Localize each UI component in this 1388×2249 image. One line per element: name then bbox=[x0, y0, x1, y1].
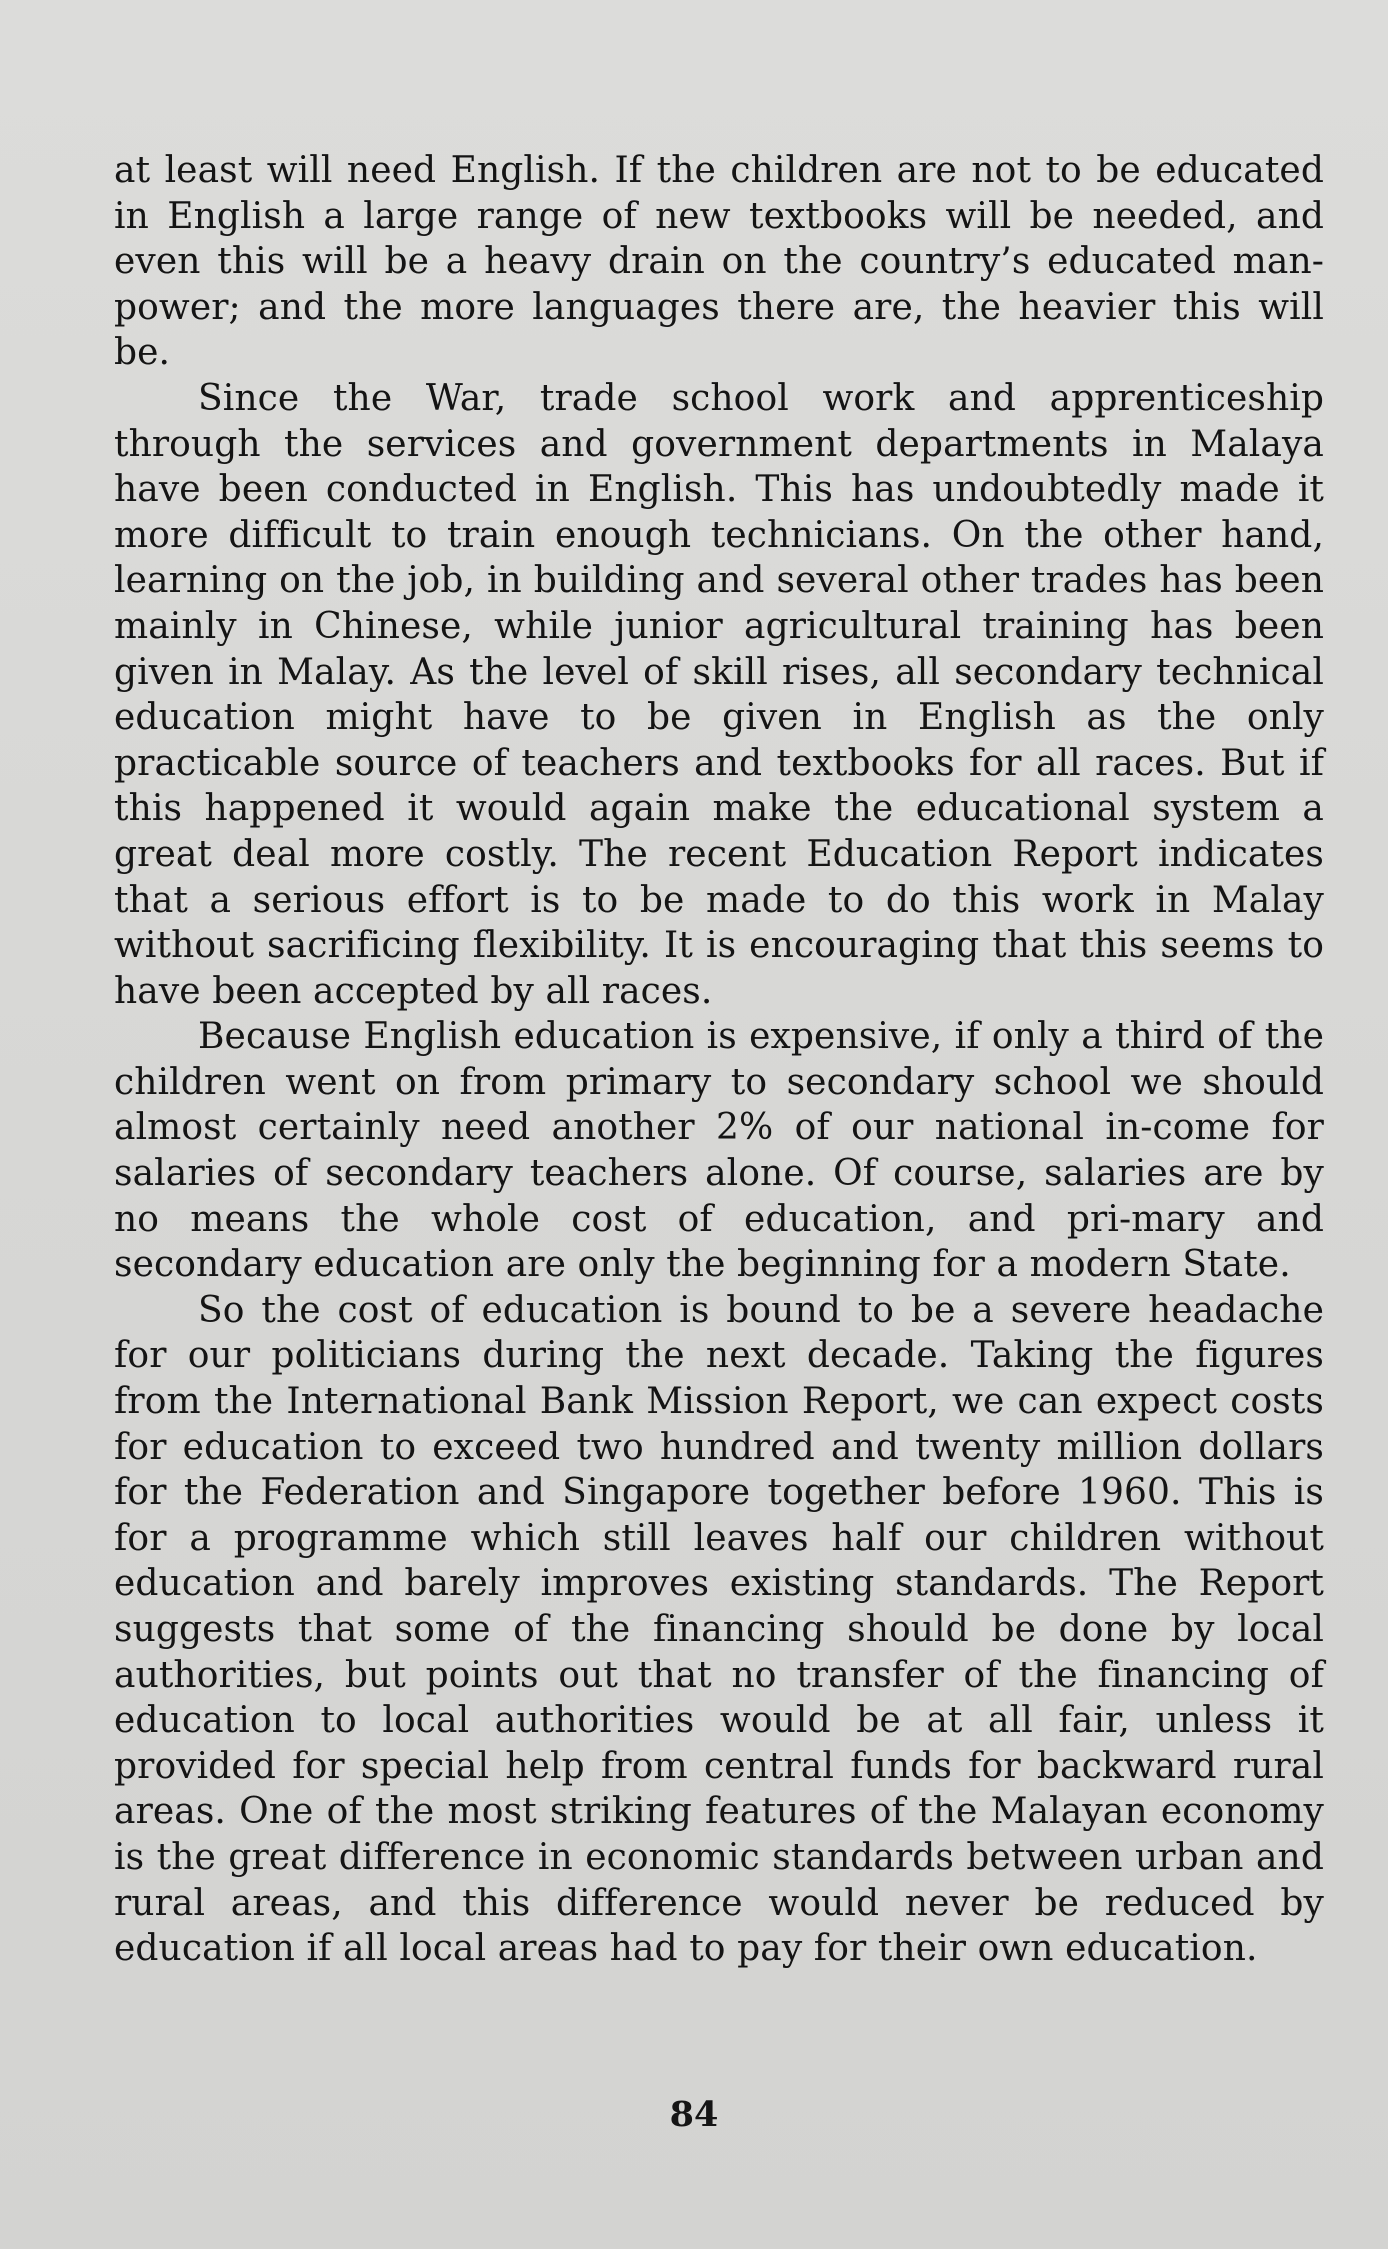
page-number: 84 bbox=[669, 2094, 719, 2135]
body-text bbox=[114, 148, 1324, 1972]
paragraph-english-education-cost: Because English education is expensive, if only a third of the children went on from primary to secondary school we should almost certainly need another 2% of our national in-come for salaries of secondary teachers alone. Of course, salaries are by no means the whole cost of education, and pri-mary and secondary education are only the beginning for a modern State. bbox=[114, 1016, 1324, 1286]
paragraph-education-financing: So the cost of education is bound to be a severe headache for our politicians during the next decade. Taking the figures from the International Bank Mission Report, we can expect costs for education to exceed two hundred and twenty million dollars for the Federation and Singapore together before 1960. This is for a programme which still leaves half our children without education and barely improves existing standards. The Report suggests that some of the financing should be done by local authorities, but points out that no transfer of the financing of education to local authorities would be at all fair, unless it provided for special help from central funds for backward rural areas. One of the most striking features of the Malayan economy is the great difference in economic standards between urban and rural areas, and this difference would never be reduced by education if all local areas had to pay for their own education. bbox=[114, 1289, 1324, 1970]
paragraph-continued: at least will need English. If the children are not to be educated in English a large range of new textbooks will be needed, and even this will be a heavy drain on the country’s educated man-power; and the more languages there are, the heavier this will be. bbox=[114, 150, 1324, 374]
paragraph-trade-schools: Since the War, trade school work and apprenticeship through the services and government departments in Malaya have been conducted in English. This has undoubtedly made it more difficult to train enough technicians. On the other hand, learning on the job, in building and several other trades has been mainly in Chinese, while junior agricultural training has been given in Malay. As the level of skill rises, all secondary technical education might have to be given in English as the only practicable source of teachers and textbooks for all races. But if this happened it would again make the educational system a great deal more costly. The recent Education Report indicates that a serious effort is to be made to do this work in Malay without sacrificing flexibility. It is encouraging that this seems to have been accepted by all races. bbox=[114, 377, 1324, 1012]
